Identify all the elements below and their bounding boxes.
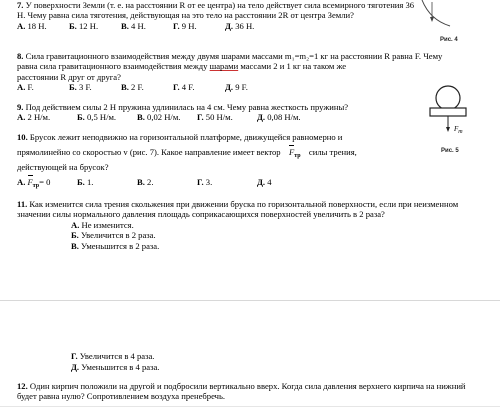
question-8-line-2: равна сила гравитационного взаимодействия между шарами массами 2 и 1 кг на таком же <box>17 61 347 72</box>
answer-option: Г. 9 Н. <box>173 20 197 31</box>
question-8-line-1: 8. Сила гравитационного взаимодействия между двумя шарами массами m₁=m₂=1 кг на расстоянии R равна F. Чему <box>17 51 443 61</box>
answer-option: Б. 12 Н. <box>69 20 99 31</box>
question-10-line-2: прямолинейно со скоростью v (рис. 7). Какое направление имеет вектор $F_{тр}$ силы трения, <box>17 147 419 161</box>
answer-option: В. 2 F. <box>121 82 144 93</box>
figure-4-diagram <box>420 0 466 32</box>
figure-5-force-label: Fт <box>454 125 463 135</box>
answer-option: Г. 50 Н/м. <box>197 112 233 123</box>
answer-option: Г. 3. <box>197 177 213 188</box>
answer-option: Г. Увеличится в 4 раза. <box>71 351 155 361</box>
question-11 <box>17 199 487 251</box>
answer-option: А. F. <box>17 82 34 93</box>
question-12 <box>17 381 487 402</box>
answer-option: А. Не изменится. <box>71 219 134 230</box>
answer-option: Д. Уменьшится в 4 раза. <box>71 362 160 373</box>
answer-option: Б. 1. <box>77 177 94 188</box>
question-11-options-continued <box>71 351 159 373</box>
answer-option: Г. 4 F. <box>173 82 195 93</box>
answer-option: В. 2. <box>137 177 154 188</box>
question-10-line-1: 10. Брусок лежит неподвижно на горизонтальной платформе, движущейся равномерно и <box>17 132 343 142</box>
question-12-text: 12. Один кирпич положили на другой и подбросили вертикально вверх. Когда сила давления верхнего кирпича на нижний будет равна нулю? Сопротивлением воздуха пренебречь. <box>17 381 466 402</box>
question-10-answers <box>17 177 419 191</box>
answer-option: Д. 4 <box>257 177 272 188</box>
question-11-text: 11. Как изменится сила трения скольжения при движении бруска по горизонтальной поверхности, если при неизменном значении силы нормального давления площадь соприкасающихся поверхностей увеличить в 2 раза? <box>17 199 459 220</box>
question-9 <box>17 102 487 123</box>
answer-option: В. 0,02 Н/м. <box>137 112 181 123</box>
question-9-answers <box>17 112 487 122</box>
answer-option: А. 18 Н. <box>17 20 47 31</box>
bottom-divider <box>0 406 500 407</box>
answer-option: В. Уменьшится в 2 раза. <box>71 240 160 251</box>
question-7-text: 7. У поверхности Земли (т. е. на расстоянии R от ее центра) на тело действует сила всемирного тяготения 36 Н. Чему равна сила тяготения, действующая на это тело на расстоянии 2R от центра Земли? <box>17 0 415 21</box>
question-8-line-3: расстоянии R друг от друга? <box>17 71 121 82</box>
answer-option-a: А. $F_{тр}= 0$ <box>17 177 51 190</box>
answer-option: Б. Увеличится в 2 раза. <box>71 230 156 241</box>
answer-option: А. 2 Н/м. <box>17 112 51 123</box>
figure-4-label: Рис. 4 <box>440 37 458 43</box>
answer-option: Б. 3 F. <box>69 82 92 93</box>
question-8-answers <box>17 82 487 92</box>
answer-option: Д. 9 F. <box>225 82 248 93</box>
figure-5-label: Рис. 5 <box>441 148 459 154</box>
question-11-options <box>17 220 487 251</box>
friction-force-vector: $F_{тр}$ <box>288 147 301 160</box>
question-9-text: 9. Под действием силы 2 Н пружина удлинилась на 4 см. Чему равна жесткость пружины? <box>17 102 349 112</box>
question-10 <box>17 132 419 192</box>
page-break-line <box>0 300 500 301</box>
answer-option: Д. 36 Н. <box>225 20 255 31</box>
question-7-answers <box>17 21 419 31</box>
question-8 <box>17 51 487 93</box>
answer-option: В. 4 Н. <box>121 20 146 31</box>
question-10-line-3: действующей на брусок? <box>17 161 109 172</box>
answer-option: Б. 0,5 Н/м. <box>77 112 117 123</box>
question-7 <box>17 0 419 31</box>
answer-option: Д. 0,08 Н/м. <box>257 112 301 123</box>
